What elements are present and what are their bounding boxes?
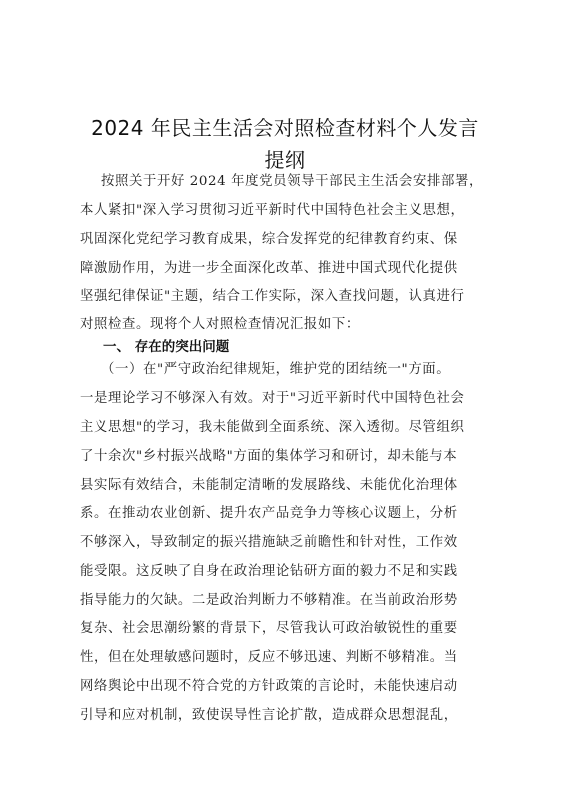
section-line: 系。在推动农业创新、提升农产品竞争力等核心议题上，分析: [80, 506, 458, 521]
section-line: 复杂、社会思潮纷繁的背景下，尽管我认可政治敏锐性的重要: [80, 621, 458, 636]
section-line: 引导和应对机制，致使误导性言论扩散，造成群众思想混乱，: [80, 708, 458, 723]
section-line: 指导能力的欠缺。二是政治判断力不够精准。在当前政治形势: [80, 593, 458, 608]
intro-line: 对照检查。现将个人对照检查情况汇报如下：: [80, 317, 360, 332]
intro-line: 按照关于开好 2024 年度党员领导干部民主生活会安排部署，: [101, 174, 483, 189]
section-line: 了十余次"乡村振兴战略"方面的集体学习和研讨，却未能与本: [80, 449, 458, 464]
section-line: 一是理论学习不够深入有效。对于"习近平新时代中国特色社会: [80, 391, 465, 406]
intro-line: 障激励作用，为进一步全面深化改革、推进中国式现代化提供: [80, 261, 458, 276]
section-line: 县实际有效结合，未能制定清晰的发展路线、未能优化治理体: [80, 478, 458, 493]
section-line: （一）在"严守政治纪律规矩，维护党的团结统一"方面。: [101, 362, 451, 377]
section-heading: 一、 存在的突出问题: [103, 339, 230, 355]
section-line: 主义思想"的学习，我未能做到全面系统、深入透彻。尽管组织: [80, 420, 465, 435]
document-title-line-2: 提纲: [264, 148, 306, 172]
intro-line: 巩固深化党纪学习教育成果，综合发挥党的纪律教育约束、保: [80, 232, 458, 247]
section-line: 性，但在处理敏感问题时，反应不够迅速、判断不够精准。当: [80, 650, 458, 665]
document-title-line-1: 2024 年民主生活会对照检查材料个人发言: [91, 116, 479, 140]
section-line: 不够深入，导致制定的振兴措施缺乏前瞻性和针对性，工作效: [80, 535, 458, 550]
section-line: 网络舆论中出现不符合党的方针政策的言论时，未能快速启动: [80, 679, 458, 694]
section-line: 能受限。这反映了自身在政治理论钻研方面的毅力不足和实践: [80, 564, 458, 579]
intro-line: 本人紧扣"深入学习贯彻习近平新时代中国特色社会主义思想，: [80, 203, 465, 218]
intro-line: 坚强纪律保证"主题，结合工作实际，深入查找问题，认真进行: [80, 289, 465, 304]
